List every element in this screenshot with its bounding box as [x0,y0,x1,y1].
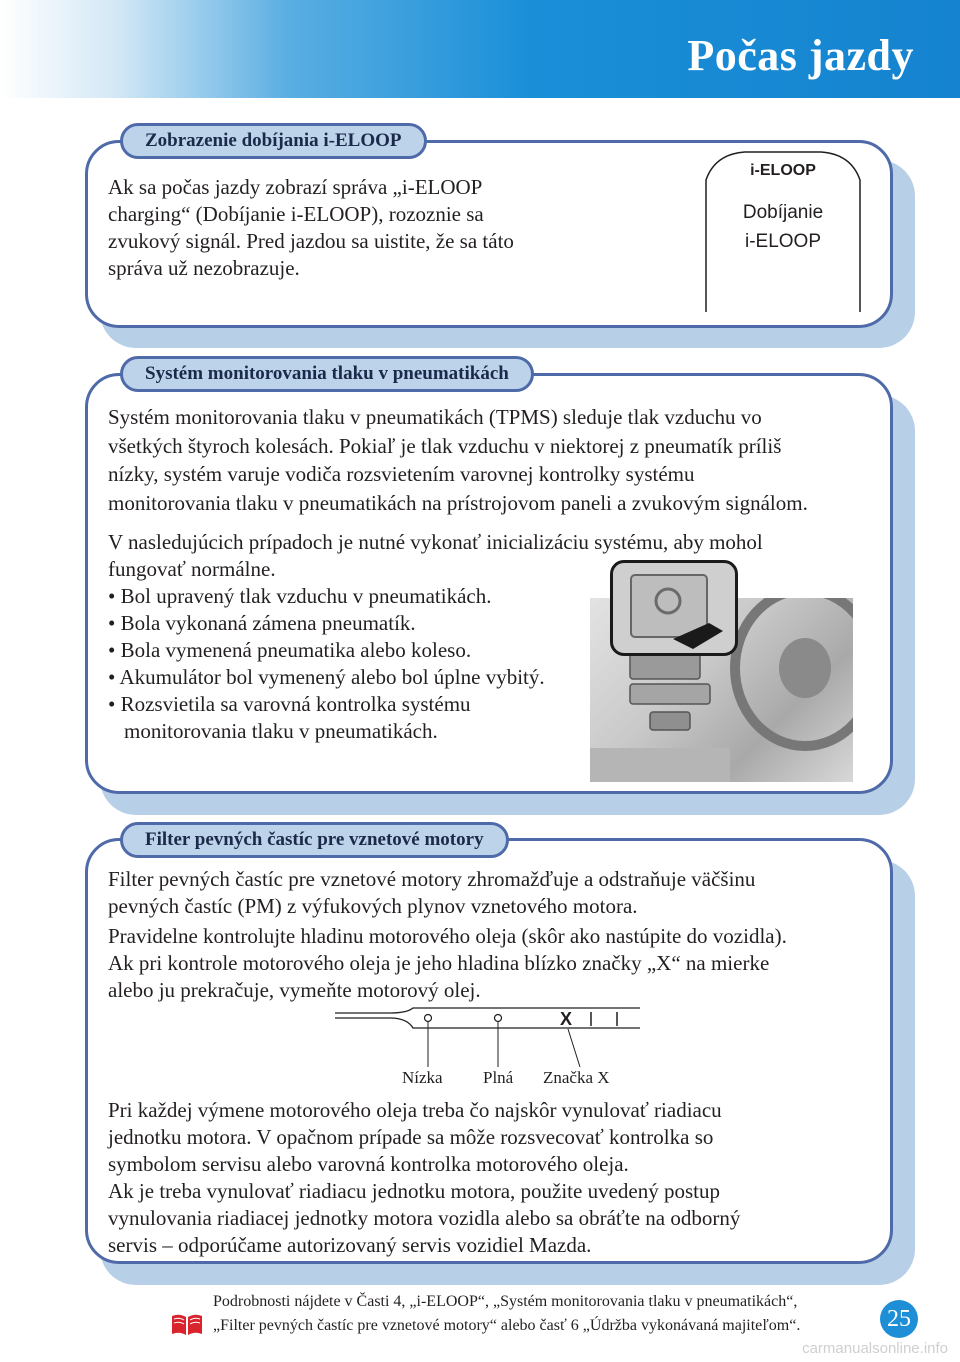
section3-tab: Filter pevných častíc pre vznetové motory [120,822,509,858]
eloop-display [705,150,861,312]
section2-bullet: • Rozsvietila sa varovná kontrolka systému [108,692,471,716]
section3-line: symbolom servisu alebo varovná kontrolka motorového oleja. [108,1152,629,1176]
section2-line: nízky, systém varuje vodiča rozsvietením varovnej kontrolky systému [108,462,695,486]
section2-bullet: monitorovania tlaku v pneumatikách. [124,719,438,743]
footer-reference [213,1290,800,1338]
eloop-msg-line: i-ELOOP [744,231,822,252]
section3-line: Pravidelne kontrolujte hladinu motorového oleja (skôr ako nastúpite do vozidla). [108,924,787,948]
eloop-msg-line: Dobíjanie [742,202,824,223]
section3-para1 [108,866,755,920]
section1-line: správa už nezobrazuje. [108,256,300,280]
page-header [0,0,960,98]
book-icon [170,1312,204,1336]
section3-line: jednotku motora. V opačnom prípade sa môže rozsvecovať kontrolka so [108,1125,714,1149]
section1-text [108,174,514,282]
section3-line: Pri každej výmene motorového oleja treba čo najskôr vynulovať riadiacu [108,1098,722,1122]
tpms-switch-icon [613,563,735,653]
dipstick-label-low: Nízka [402,1068,443,1087]
eloop-display-message [705,198,861,256]
dipstick-x-mark: X [560,1009,573,1029]
dipstick-label-mark: Značka X [543,1068,610,1087]
dipstick-diagram [335,1005,645,1075]
section2-bullet: • Bola vykonaná zámena pneumatík. [108,611,416,635]
section2-line: monitorovania tlaku v pneumatikách na prístrojovom paneli a zvukovým signálom. [108,490,808,515]
page-number: 25 [880,1300,918,1338]
section1-line: Ak sa počas jazdy zobrazí správa „i-ELOOP [108,175,483,199]
section2-bullet: • Bol upravený tlak vzduchu v pneumatikách. [108,584,492,608]
watermark: carmanualsonline.info [802,1340,948,1357]
section1-tab: Zobrazenie dobíjania i-ELOOP [120,123,427,159]
section3-line: pevných častíc (PM) z výfukových plynov vznetového motora. [108,894,638,918]
section2-line: V nasledujúcich prípadoch je nutné vykonať inicializáciu systému, aby mohol [108,530,763,554]
section2-line: fungovať normálne. [108,557,276,581]
footer-line: „Filter pevných častíc pre vznetové motory“ alebo časť 6 „Údržba vykonávaná majiteľom“. [213,1317,801,1334]
section3-line: Filter pevných častíc pre vznetové motory zhromažďuje a odstraňuje väčšinu [108,867,756,891]
section3-para2 [108,923,787,1004]
section3-line: Ak je treba vynulovať riadiacu jednotku motora, použite uvedený postup [108,1179,720,1203]
section3-line: servis – odporúčame autorizovaný servis vozidiel Mazda. [108,1233,592,1257]
section2-line: Systém monitorovania tlaku v pneumatikách (TPMS) sleduje tlak vzduchu vo [108,405,762,429]
section1-line: charging“ (Dobíjanie i-ELOOP), rozoznie sa [108,202,484,226]
section2-line: všetkých štyroch kolesách. Pokiaľ je tlak vzduchu v niektorej z pneumatík príliš [108,433,782,458]
page-title: Počas jazdy [687,31,914,80]
section3-line: vynulovania riadiacej jednotky motora vozidla alebo sa obráťte na odborný [108,1206,741,1230]
section2-bullet: • Bola vymenená pneumatika alebo koleso. [108,638,472,662]
section3-line: alebo ju prekračuje, vymeňte motorový olej. [108,978,481,1002]
section1-line: zvukový signál. Pred jazdou sa uistite, že sa táto [108,229,514,253]
footer-line: Podrobnosti nájdete v Časti 4, „i-ELOOP“, „Systém monitorovania tlaku v pneumatikách“, [213,1293,798,1310]
eloop-display-title: i-ELOOP [750,162,816,179]
section3-line: Ak pri kontrole motorového oleja je jeho hladina blízko značky „X“ na mierke [108,951,770,975]
section2-bullet: • Akumulátor bol vymenený alebo bol úplne vybitý. [108,665,545,689]
tpms-switch-callout [610,560,738,656]
section2-para1 [108,403,808,517]
section2-tab: Systém monitorovania tlaku v pneumatikách [120,356,534,392]
section3-para3 [108,1097,740,1259]
dipstick-label-full: Plná [483,1068,514,1087]
